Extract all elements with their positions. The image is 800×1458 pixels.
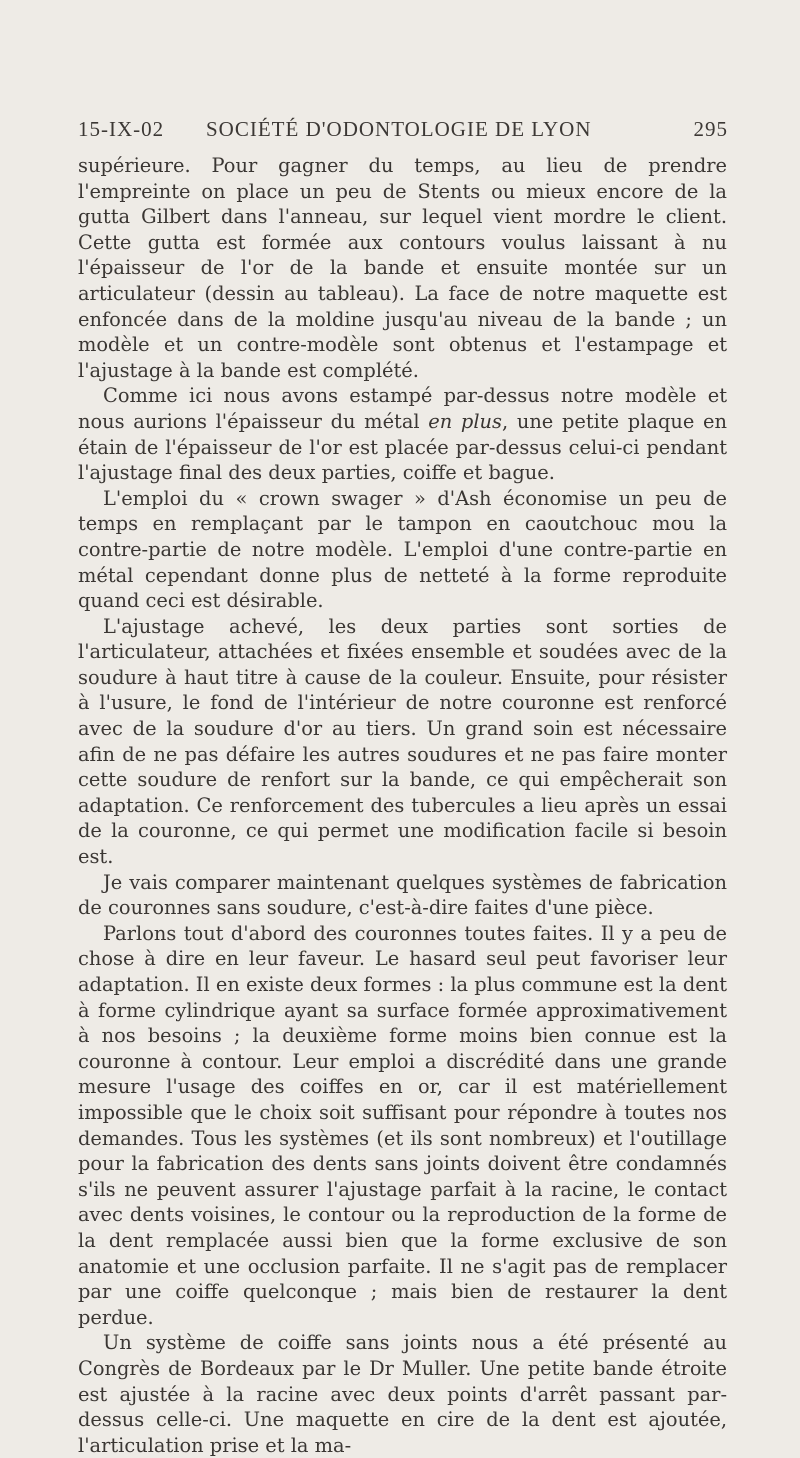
paragraph: Parlons tout d'abord des couronnes toutes faites. Il y a peu de chose à dire en leur faveur. Le hasard seul peut favoriser leur adaptation. Il en existe deux formes : la plus commune est la dent à forme cylindrique ayant sa surface formée approximativement à nos besoins ; la deuxième forme moins bien connue est la couronne à contour. Leur emploi a discrédité dans une grande mesure l'usage des coiffes en or, car il est matériellement impossible que le choix soit suffisant pour répondre à toutes nos demandes. Tous les systèmes (et ils sont nombreux) et l'outillage pour la fabrication des dents sans joints doivent être condamnés s'ils ne peuvent assurer l'ajustage parfait à la racine, le contact avec dents voisines, le contour ou la reproduction de la forme de la dent remplacée aussi bien que la forme exclusive de son anatomie et une occlusion parfaite. Il ne s'agit pas de remplacer par une coiffe quelconque ; mais bien de restaurer la dent perdue. (78, 921, 727, 1329)
header-title: SOCIÉTÉ D'ODONTOLOGIE DE LYON (206, 117, 592, 141)
running-header (78, 117, 728, 145)
body-text (78, 153, 727, 1458)
paragraph: Un système de coiffe sans joints nous a été présenté au Congrès de Bordeaux par le Dr Muller. Une petite bande étroite est ajustée à la racine avec deux points d'arrêt passant par-dessus celle-ci. Une maquette en cire de la dent est ajoutée, l'articulation prise et la ma- (78, 1331, 727, 1457)
paragraph: L'ajustage achevé, les deux parties sont sorties de l'articulateur, attachées et fixées ensemble et soudées avec de la soudure à haut titre à cause de la couleur. Ensuite, pour résister à l'usure, le fond de l'intérieur de notre couronne est renforcé avec de la soudure d'or au tiers. Un grand soin est nécessaire afin de ne pas défaire les autres soudures et ne pas faire monter cette soudure de renfort sur la bande, ce qui empêcherait son adaptation. Ce renforcement des tubercules a lieu après un essai de la couronne, ce qui permet une modification facile si besoin est. (78, 614, 727, 869)
paragraph: Comme ici nous avons estampé par-dessus notre modèle et nous aurions l'épaisseur du métal en plus, une petite plaque en étain de l'épaisseur de l'or est placée par-dessus celui-ci pendant l'ajustage final des deux parties, coiffe et bague. (78, 384, 727, 485)
paragraph: L'emploi du « crown swager » d'Ash économise un peu de temps en remplaçant par le tampon en caoutchouc mou la contre-partie de notre modèle. L'emploi d'une contre-partie en métal cependant donne plus de netteté à la forme reproduite quand ceci est désirable. (78, 486, 727, 613)
paragraph: Je vais comparer maintenant quelques systèmes de fabrication de couronnes sans soudure, c'est-à-dire faites d'une pièce. (78, 870, 727, 920)
emphasis: en plus (428, 409, 502, 433)
page-number: 295 (693, 117, 728, 141)
header-date: 15-IX-02 (78, 117, 165, 141)
paragraph: supérieure. Pour gagner du temps, au lieu de prendre l'empreinte on place un peu de Stents ou mieux encore de la gutta Gilbert dans l'anneau, sur lequel vient mordre le client. Cette gutta est formée aux contours voulus laissant à nu l'épaisseur de l'or de la bande et ensuite montée sur un articulateur (dessin au tableau). La face de notre maquette est enfoncée dans de la moldine jusqu'au niveau de la bande ; un modèle et un contre-modèle sont obtenus et l'estampage et l'ajustage à la bande est complété. (78, 154, 727, 382)
